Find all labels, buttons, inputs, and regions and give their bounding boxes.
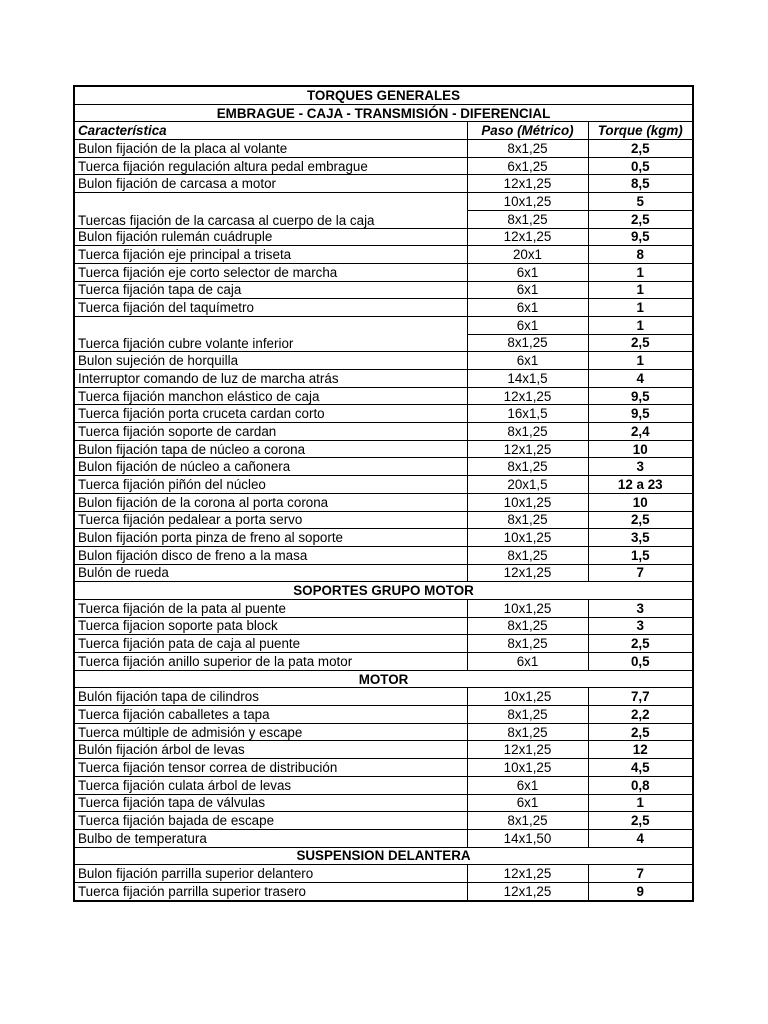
table-row <box>74 564 693 582</box>
table-row <box>74 440 693 458</box>
section-row <box>74 582 693 600</box>
item-paso: 6x1 <box>467 281 588 299</box>
item-description: Tuerca fijación culata árbol de levas <box>74 776 467 794</box>
item-paso: 14x1,5 <box>467 370 588 388</box>
item-torque: 9 <box>588 882 693 900</box>
item-paso: 8x1,25 <box>467 458 588 476</box>
item-paso: 14x1,50 <box>467 829 588 847</box>
table-row <box>74 458 693 476</box>
item-paso: 8x1,25 <box>467 334 588 352</box>
item-torque: 0,5 <box>588 653 693 671</box>
item-torque: 2,5 <box>588 635 693 653</box>
item-description: Tuerca fijación pedalear a porta servo <box>74 511 467 529</box>
item-paso: 10x1,25 <box>467 759 588 777</box>
item-torque: 8,5 <box>588 175 693 193</box>
item-torque: 1 <box>588 263 693 281</box>
item-paso: 6x1 <box>467 316 588 334</box>
item-torque: 1,5 <box>588 546 693 564</box>
item-torque: 7,7 <box>588 688 693 706</box>
item-torque: 2,5 <box>588 812 693 830</box>
section-row <box>74 104 693 122</box>
item-torque: 2,5 <box>588 140 693 158</box>
page-title: TORQUES GENERALES <box>74 86 693 104</box>
table-row <box>74 546 693 564</box>
item-paso: 8x1,25 <box>467 812 588 830</box>
item-description: Bulón fijación tapa de cilindros <box>74 688 467 706</box>
item-paso: 12x1,25 <box>467 865 588 883</box>
item-description: Bulon fijación de la placa al volante <box>74 140 467 158</box>
item-paso: 8x1,25 <box>467 723 588 741</box>
table-row <box>74 316 693 334</box>
item-torque: 2,5 <box>588 334 693 352</box>
item-torque: 10 <box>588 440 693 458</box>
item-paso: 16x1,5 <box>467 405 588 423</box>
table-row <box>74 157 693 175</box>
item-torque: 3 <box>588 617 693 635</box>
item-paso: 8x1,25 <box>467 635 588 653</box>
item-description: Bulón fijación árbol de levas <box>74 741 467 759</box>
section-title-suspension-delantera: SUSPENSION DELANTERA <box>74 847 693 865</box>
item-paso: 10x1,25 <box>467 493 588 511</box>
item-description: Tuerca fijación del taquímetro <box>74 299 467 317</box>
item-torque: 7 <box>588 564 693 582</box>
item-paso: 8x1,25 <box>467 617 588 635</box>
item-description: Tuerca fijación anillo superior de la pata motor <box>74 653 467 671</box>
item-torque: 12 <box>588 741 693 759</box>
item-torque: 2,5 <box>588 511 693 529</box>
item-torque: 1 <box>588 281 693 299</box>
item-torque: 4 <box>588 829 693 847</box>
table-row <box>74 476 693 494</box>
item-paso: 8x1,25 <box>467 511 588 529</box>
item-torque: 5 <box>588 193 693 211</box>
item-paso: 20x1,5 <box>467 476 588 494</box>
item-paso: 12x1,25 <box>467 741 588 759</box>
table-row <box>74 865 693 883</box>
item-paso: 6x1 <box>467 299 588 317</box>
item-paso: 12x1,25 <box>467 387 588 405</box>
item-torque: 10 <box>588 493 693 511</box>
table-row <box>74 599 693 617</box>
item-torque: 0,8 <box>588 776 693 794</box>
item-description: Tuerca fijación tapa de válvulas <box>74 794 467 812</box>
item-description: Tuerca fijación piñón del núcleo <box>74 476 467 494</box>
item-torque: 9,5 <box>588 228 693 246</box>
table-row <box>74 193 693 211</box>
item-paso: 12x1,25 <box>467 440 588 458</box>
item-paso: 12x1,25 <box>467 228 588 246</box>
item-paso: 8x1,25 <box>467 423 588 441</box>
item-paso: 20x1 <box>467 246 588 264</box>
item-torque: 2,2 <box>588 706 693 724</box>
table-row <box>74 511 693 529</box>
item-description: Tuerca fijación tapa de caja <box>74 281 467 299</box>
table-row <box>74 281 693 299</box>
item-description: Tuerca fijación soporte de cardan <box>74 423 467 441</box>
item-paso: 8x1,25 <box>467 140 588 158</box>
item-description: Bulon sujeción de horquilla <box>74 352 467 370</box>
item-paso: 12x1,25 <box>467 564 588 582</box>
table-row <box>74 688 693 706</box>
table-row <box>74 423 693 441</box>
item-description: Tuerca fijación regulación altura pedal embrague <box>74 157 467 175</box>
item-torque: 1 <box>588 316 693 334</box>
table-row <box>74 263 693 281</box>
torques-table <box>73 85 694 902</box>
section-title-soportes-grupo-motor: SOPORTES GRUPO MOTOR <box>74 582 693 600</box>
item-description: Bulon fijación de núcleo a cañonera <box>74 458 467 476</box>
item-torque: 3 <box>588 599 693 617</box>
item-description: Tuerca fijación cubre volante inferior <box>74 316 467 351</box>
item-description: Bulbo de temperatura <box>74 829 467 847</box>
item-description: Tuerca múltiple de admisión y escape <box>74 723 467 741</box>
item-description: Tuerca fijación tensor correa de distribución <box>74 759 467 777</box>
item-paso: 10x1,25 <box>467 193 588 211</box>
table-row <box>74 741 693 759</box>
item-description: Tuercas fijación de la carcasa al cuerpo de la caja <box>74 193 467 228</box>
item-description: Tuerca fijación parrilla superior trasero <box>74 882 467 900</box>
item-paso: 6x1 <box>467 352 588 370</box>
item-torque: 7 <box>588 865 693 883</box>
item-torque: 1 <box>588 352 693 370</box>
section-title-motor: MOTOR <box>74 670 693 688</box>
item-paso: 8x1,25 <box>467 210 588 228</box>
table-row <box>74 493 693 511</box>
item-torque: 9,5 <box>588 387 693 405</box>
table-row <box>74 882 693 900</box>
table-row <box>74 776 693 794</box>
item-description: Bulon fijación de la corona al porta corona <box>74 493 467 511</box>
item-torque: 12 a 23 <box>588 476 693 494</box>
item-paso: 10x1,25 <box>467 529 588 547</box>
table-row <box>74 370 693 388</box>
table-row <box>74 175 693 193</box>
item-description: Bulon fijación porta pinza de freno al soporte <box>74 529 467 547</box>
item-description: Tuerca fijación caballetes a tapa <box>74 706 467 724</box>
table-row <box>74 228 693 246</box>
item-torque: 4,5 <box>588 759 693 777</box>
item-paso: 12x1,25 <box>467 882 588 900</box>
table-row <box>74 617 693 635</box>
table-row <box>74 653 693 671</box>
item-paso: 10x1,25 <box>467 688 588 706</box>
item-torque: 2,5 <box>588 723 693 741</box>
table-row <box>74 405 693 423</box>
table-row <box>74 829 693 847</box>
item-torque: 9,5 <box>588 405 693 423</box>
item-torque: 2,5 <box>588 210 693 228</box>
item-torque: 8 <box>588 246 693 264</box>
table-row <box>74 794 693 812</box>
item-paso: 6x1,25 <box>467 157 588 175</box>
item-torque: 4 <box>588 370 693 388</box>
item-description: Tuerca fijación manchon elástico de caja <box>74 387 467 405</box>
item-description: Tuerca fijacion soporte pata block <box>74 617 467 635</box>
item-description: Tuerca fijación eje corto selector de marcha <box>74 263 467 281</box>
column-header-paso: Paso (Métrico) <box>467 122 588 140</box>
torques-table-body <box>74 86 693 901</box>
table-row <box>74 529 693 547</box>
item-description: Tuerca fijación porta cruceta cardan corto <box>74 405 467 423</box>
table-row <box>74 723 693 741</box>
item-description: Interruptor comando de luz de marcha atrás <box>74 370 467 388</box>
item-paso: 12x1,25 <box>467 175 588 193</box>
item-description: Bulon fijación rulemán cuádruple <box>74 228 467 246</box>
item-description: Bulon fijación tapa de núcleo a corona <box>74 440 467 458</box>
item-torque: 3,5 <box>588 529 693 547</box>
item-description: Bulón de rueda <box>74 564 467 582</box>
item-description: Tuerca fijación bajada de escape <box>74 812 467 830</box>
table-row <box>74 246 693 264</box>
item-description: Tuerca fijación pata de caja al puente <box>74 635 467 653</box>
table-row <box>74 759 693 777</box>
section-row <box>74 847 693 865</box>
item-paso: 8x1,25 <box>467 546 588 564</box>
section-title-embrague-caja-transmision-diferencial: EMBRAGUE - CAJA - TRANSMISIÓN - DIFERENCIAL <box>74 104 693 122</box>
item-description: Bulon fijación parrilla superior delantero <box>74 865 467 883</box>
table-row <box>74 635 693 653</box>
title-row <box>74 86 693 104</box>
item-description: Bulon fijación disco de freno a la masa <box>74 546 467 564</box>
item-paso: 6x1 <box>467 653 588 671</box>
item-torque: 1 <box>588 794 693 812</box>
table-row <box>74 387 693 405</box>
column-header-torque: Torque (kgm) <box>588 122 693 140</box>
item-torque: 2,4 <box>588 423 693 441</box>
item-torque: 1 <box>588 299 693 317</box>
table-row <box>74 706 693 724</box>
item-paso: 8x1,25 <box>467 706 588 724</box>
table-row <box>74 352 693 370</box>
item-torque: 0,5 <box>588 157 693 175</box>
table-row <box>74 812 693 830</box>
item-paso: 6x1 <box>467 776 588 794</box>
item-description: Bulon fijación de carcasa a motor <box>74 175 467 193</box>
item-paso: 6x1 <box>467 263 588 281</box>
item-description: Tuerca fijación de la pata al puente <box>74 599 467 617</box>
section-row <box>74 670 693 688</box>
item-paso: 6x1 <box>467 794 588 812</box>
item-torque: 3 <box>588 458 693 476</box>
item-paso: 10x1,25 <box>467 599 588 617</box>
table-row <box>74 140 693 158</box>
column-header-row <box>74 122 693 140</box>
item-description: Tuerca fijación eje principal a triseta <box>74 246 467 264</box>
column-header-caracteristica: Característica <box>74 122 467 140</box>
table-row <box>74 299 693 317</box>
